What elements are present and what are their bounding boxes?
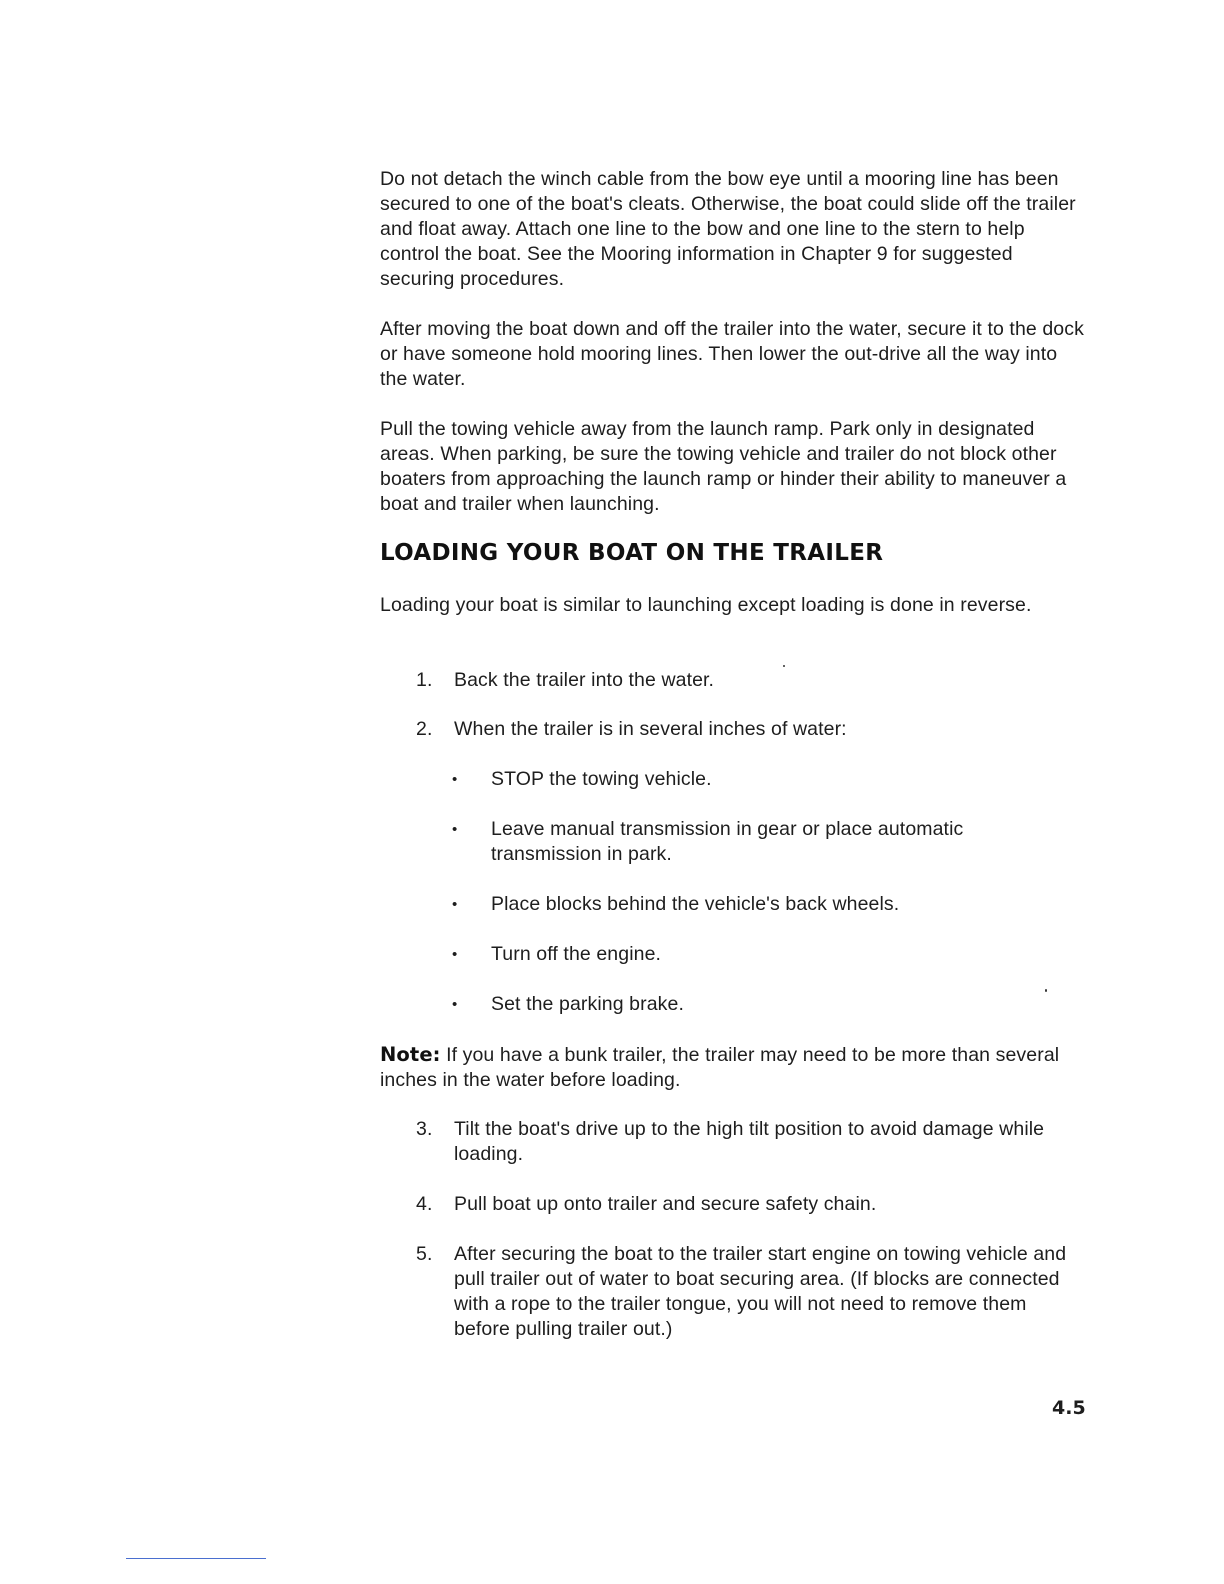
step-text: Pull boat up onto trailer and secure safety chain. <box>454 1193 877 1215</box>
bullet-icon: • <box>452 771 458 788</box>
step-number: 2. <box>416 718 433 740</box>
section-intro: Loading your boat is similar to launching except loading is done in reverse. <box>380 594 1032 616</box>
note-label: Note: <box>380 1043 441 1066</box>
step-number: 3. <box>416 1118 433 1140</box>
step-text: Back the trailer into the water. <box>454 669 715 691</box>
step-number: 1. <box>416 669 433 691</box>
bullet-icon: • <box>452 821 458 838</box>
page-number: 4.5 <box>1052 1397 1086 1419</box>
bullet-text: Leave manual transmission in gear or place automatic transmission in park. <box>491 818 964 865</box>
step-number: 4. <box>416 1193 433 1215</box>
bullet-text: Set the parking brake. <box>491 993 684 1015</box>
scan-speck <box>783 665 785 667</box>
step-number: 5. <box>416 1243 433 1265</box>
step-text: When the trailer is in several inches of water: <box>454 718 847 740</box>
note-text: If you have a bunk trailer, the trailer may need to be more than several inches in the water before loading. <box>380 1044 1060 1091</box>
footer-rule <box>126 1558 266 1559</box>
paragraph-towing-vehicle: Pull the towing vehicle away from the launch ramp. Park only in designated areas. When parking, be sure the towing vehicle and trailer do not block other boaters from approaching the launch ramp or hinder their ability to maneuver a boat and trailer when launching. <box>380 418 1067 515</box>
bullet-text: STOP the towing vehicle. <box>491 768 712 790</box>
paragraph-winch-cable: Do not detach the winch cable from the bow eye until a mooring line has been secured to one of the boat's cleats. Otherwise, the boat could slide off the trailer and float away. Attach one line to the bow and one line to the stern to help control the boat. See the Mooring information in Chapter 9 for suggested securing procedures. <box>380 168 1076 290</box>
scan-speck <box>1045 989 1047 992</box>
bullet-icon: • <box>452 996 458 1013</box>
step-text: After securing the boat to the trailer start engine on towing vehicle and pull trailer out of water to boat securing area. (If blocks are connected with a rope to the trailer tongue, you will not need to remove them before pulling trailer out.) <box>454 1243 1067 1340</box>
bullet-text: Turn off the engine. <box>491 943 662 965</box>
bullet-icon: • <box>452 946 458 963</box>
section-heading: LOADING YOUR BOAT ON THE TRAILER <box>380 540 884 566</box>
bullet-icon: • <box>452 896 458 913</box>
note-paragraph <box>380 1042 1085 1093</box>
paragraph-moving-boat: After moving the boat down and off the trailer into the water, secure it to the dock or have someone hold mooring lines. Then lower the out-drive all the way into the water. <box>380 318 1084 390</box>
step-text: Tilt the boat's drive up to the high tilt position to avoid damage while loading. <box>454 1118 1045 1165</box>
bullet-text: Place blocks behind the vehicle's back wheels. <box>491 893 900 915</box>
